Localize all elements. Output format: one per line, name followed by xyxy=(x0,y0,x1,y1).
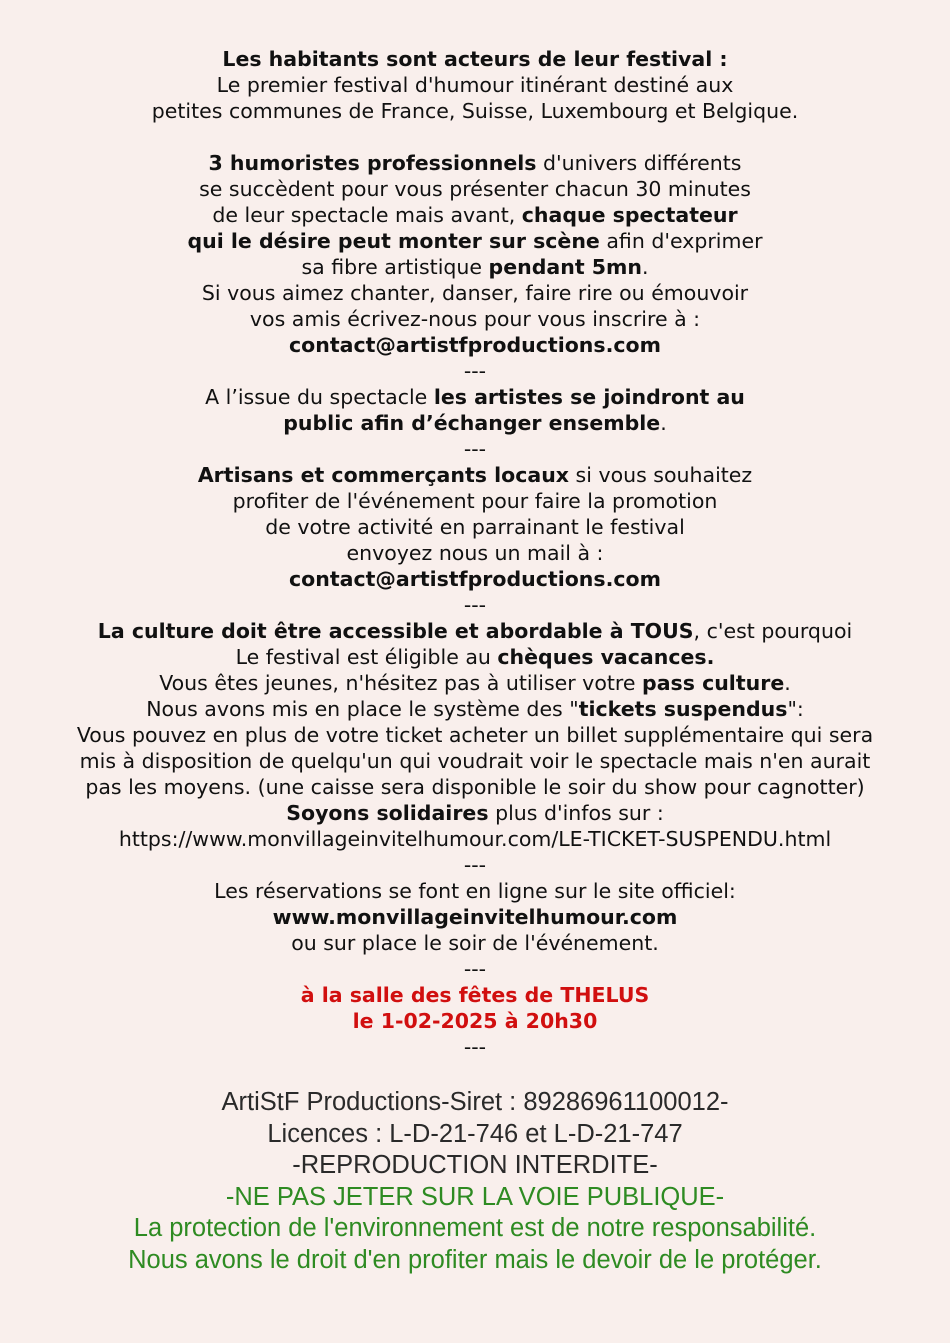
separator: --- xyxy=(463,853,487,877)
footer-siret: ArtiStF Productions-Siret : 89286961100012- xyxy=(221,1088,729,1116)
event-place: à la salle des fêtes de THELUS xyxy=(300,983,650,1007)
humoristes-line-3: de leur spectacle mais avant, chaque spectateur xyxy=(212,203,738,227)
artisans-line-4: envoyez nous un mail à : xyxy=(346,541,604,565)
artisans-line-2: profiter de l'événement pour faire la promotion xyxy=(232,489,718,513)
culture-line-2: Le festival est éligible au chèques vacances. xyxy=(235,645,715,669)
echange-line-1: A l’issue du spectacle les artistes se joindront au xyxy=(205,385,745,409)
artisans-line-1: Artisans et commerçants locaux si vous souhaitez xyxy=(197,463,753,487)
separator: --- xyxy=(463,359,487,383)
culture-line-5: Vous pouvez en plus de votre ticket acheter un billet supplémentaire qui sera xyxy=(76,723,874,747)
footer-eco-line-1: La protection de l'environnement est de notre responsabilité. xyxy=(133,1214,817,1242)
artisans-line-3: de votre activité en parrainant le festival xyxy=(265,515,685,539)
contact-email-2[interactable]: contact@artistfproductions.com xyxy=(289,567,661,591)
humoristes-line-6: Si vous aimez chanter, danser, faire rire ou émouvoir xyxy=(201,281,749,305)
ticket-suspendu-link[interactable]: https://www.monvillageinvitelhumour.com/LE-TICKET-SUSPENDU.html xyxy=(118,827,832,851)
reservation-line-1: Les réservations se font en ligne sur le site officiel: xyxy=(214,879,736,903)
culture-line-4: Nous avons mis en place le système des "tickets suspendus": xyxy=(146,697,804,721)
contact-email-1[interactable]: contact@artistfproductions.com xyxy=(289,333,661,357)
culture-line-8: Soyons solidaires plus d'infos sur : xyxy=(286,801,664,825)
echange-line-2: public afin d’échanger ensemble. xyxy=(283,411,667,435)
culture-line-7: pas les moyens. (une caisse sera disponible le soir du show pour cagnotter) xyxy=(85,775,865,799)
humoristes-line-2: se succèdent pour vous présenter chacun 30 minutes xyxy=(199,177,751,201)
footer-licences: Licences : L-D-21-746 et L-D-21-747 xyxy=(267,1119,683,1148)
footer-reproduction: -REPRODUCTION INTERDITE- xyxy=(292,1151,658,1179)
footer-block xyxy=(0,1087,950,1276)
spacer xyxy=(0,124,950,150)
footer-eco-line-2: Nous avons le droit d'en profiter mais le devoir de le protéger. xyxy=(128,1245,822,1274)
separator: --- xyxy=(463,593,487,617)
humoristes-line-1: 3 humoristes professionnels d'univers différents xyxy=(208,151,742,175)
humoristes-line-4: qui le désire peut monter sur scène afin d'exprimer xyxy=(187,229,763,253)
event-date: le 1-02-2025 à 20h30 xyxy=(352,1009,598,1033)
intro-line-1: Le premier festival d'humour itinérant destiné aux xyxy=(216,73,734,97)
culture-line-3: Vous êtes jeunes, n'hésitez pas à utiliser votre pass culture. xyxy=(159,671,791,695)
reservation-line-3: ou sur place le soir de l'événement. xyxy=(291,931,659,955)
separator: --- xyxy=(463,437,487,461)
footer-eco-warning: -NE PAS JETER SUR LA VOIE PUBLIQUE- xyxy=(225,1182,725,1211)
intro-title: Les habitants sont acteurs de leur festival : xyxy=(222,47,728,71)
intro-line-2: petites communes de France, Suisse, Luxembourg et Belgique. xyxy=(151,99,799,123)
humoristes-line-7: vos amis écrivez-nous pour vous inscrire à : xyxy=(249,307,701,331)
humoristes-line-5: sa fibre artistique pendant 5mn. xyxy=(301,255,649,279)
separator: --- xyxy=(463,957,487,981)
main-text-block xyxy=(0,46,950,1060)
official-site-link[interactable]: www.monvillageinvitelhumour.com xyxy=(272,905,678,929)
separator: --- xyxy=(463,1035,487,1059)
culture-line-1: La culture doit être accessible et abordable à TOUS, c'est pourquoi xyxy=(97,619,853,643)
culture-line-6: mis à disposition de quelqu'un qui voudrait voir le spectacle mais n'en aurait xyxy=(79,749,871,773)
